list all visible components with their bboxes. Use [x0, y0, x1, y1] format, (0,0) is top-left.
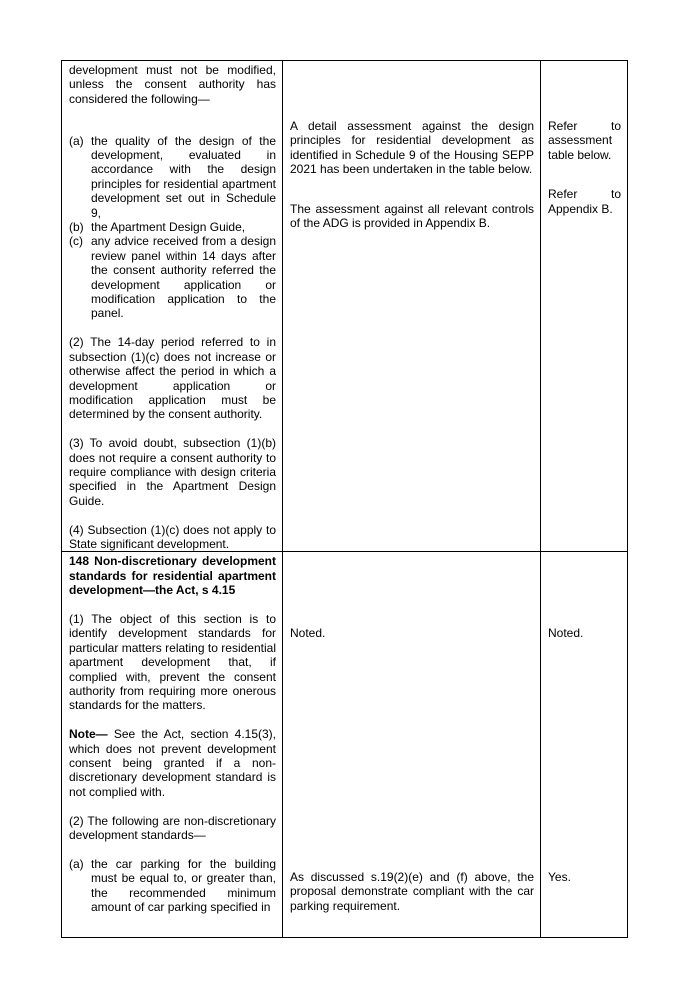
- list-item: [69, 134, 276, 220]
- item-marker: (c): [69, 234, 83, 249]
- clause-text-cell: [62, 552, 283, 938]
- clause-para-2: (2) The 14-day period referred to in subsection (1)(c) does not increase or otherwise affect the period in which a development application or modification application must be determined by the consent authority.: [69, 335, 276, 422]
- item-marker: (b): [69, 220, 84, 235]
- result-design-principles: Refer to assessment table below.: [548, 119, 621, 162]
- section-heading: 148 Non-discretionary development standards for residential apartment development—the Act, s 4.15: [69, 554, 276, 598]
- clause-text-cell: [62, 61, 283, 552]
- result-adg: Refer to Appendix B.: [548, 187, 621, 216]
- table-row: [62, 552, 628, 938]
- comment-cell: [283, 61, 541, 552]
- clause-para-1: (1) The object of this section is to identify development standards for particular matters relating to residential apartment development that, if complied with, prevent the consent authority from requiring more onerous standards for the matters.: [69, 611, 276, 713]
- result-noted: Noted.: [548, 626, 584, 641]
- clause-intro: development must not be modified, unless the consent authority has considered the following—: [69, 63, 276, 106]
- item-text: the car parking for the building must be equal to, or greater than, the recommended minimum amount of car parking specified in: [91, 856, 276, 915]
- result-cell: [541, 61, 628, 552]
- clause-para-2: (2) The following are non-discretionary development standards—: [69, 813, 276, 843]
- clause-para-4: (4) Subsection (1)(c) does not apply to State significant development.: [69, 522, 276, 551]
- clause-items: [69, 134, 276, 321]
- comment-adg: The assessment against all relevant controls of the ADG is provided in Appendix B.: [290, 201, 534, 231]
- result-cell: [541, 552, 628, 938]
- list-item: [69, 234, 276, 320]
- item-text: the Apartment Design Guide,: [91, 220, 246, 235]
- item-text: any advice received from a design review panel within 14 days after the consent authority referred the development application or modification application to the panel.: [91, 234, 276, 321]
- clause-note: [69, 727, 276, 799]
- list-item: [69, 220, 276, 234]
- comment-cell: [283, 552, 541, 938]
- comment-design-principles: A detail assessment against the design principles for residential development as identified in Schedule 9 of the Housing SEPP 2021 has been undertaken in the table below.: [290, 119, 534, 177]
- assessment-table: [61, 60, 628, 938]
- note-text: See the Act, section 4.15(3), which does not prevent development consent being granted if a non-discretionary development standard is not complied with.: [69, 727, 276, 799]
- note-label: Note—: [69, 727, 108, 742]
- clause-items: [69, 857, 276, 915]
- item-text: the quality of the design of the development, evaluated in accordance with the design principles for residential apartment development set out in Schedule 9,: [91, 133, 276, 220]
- clause-para-3: (3) To avoid doubt, subsection (1)(b) does not require a consent authority to require compliance with design criteria specified in the Apartment Design Guide.: [69, 436, 276, 508]
- table-row: [62, 61, 628, 552]
- item-marker: (a): [69, 133, 84, 148]
- comment-car-parking: As discussed s.19(2)(e) and (f) above, the proposal demonstrate compliant with the car parking requirement.: [290, 869, 534, 913]
- result-car-parking: Yes.: [548, 869, 571, 884]
- item-marker: (a): [69, 856, 84, 871]
- list-item: [69, 857, 276, 915]
- comment-noted: Noted.: [290, 626, 326, 641]
